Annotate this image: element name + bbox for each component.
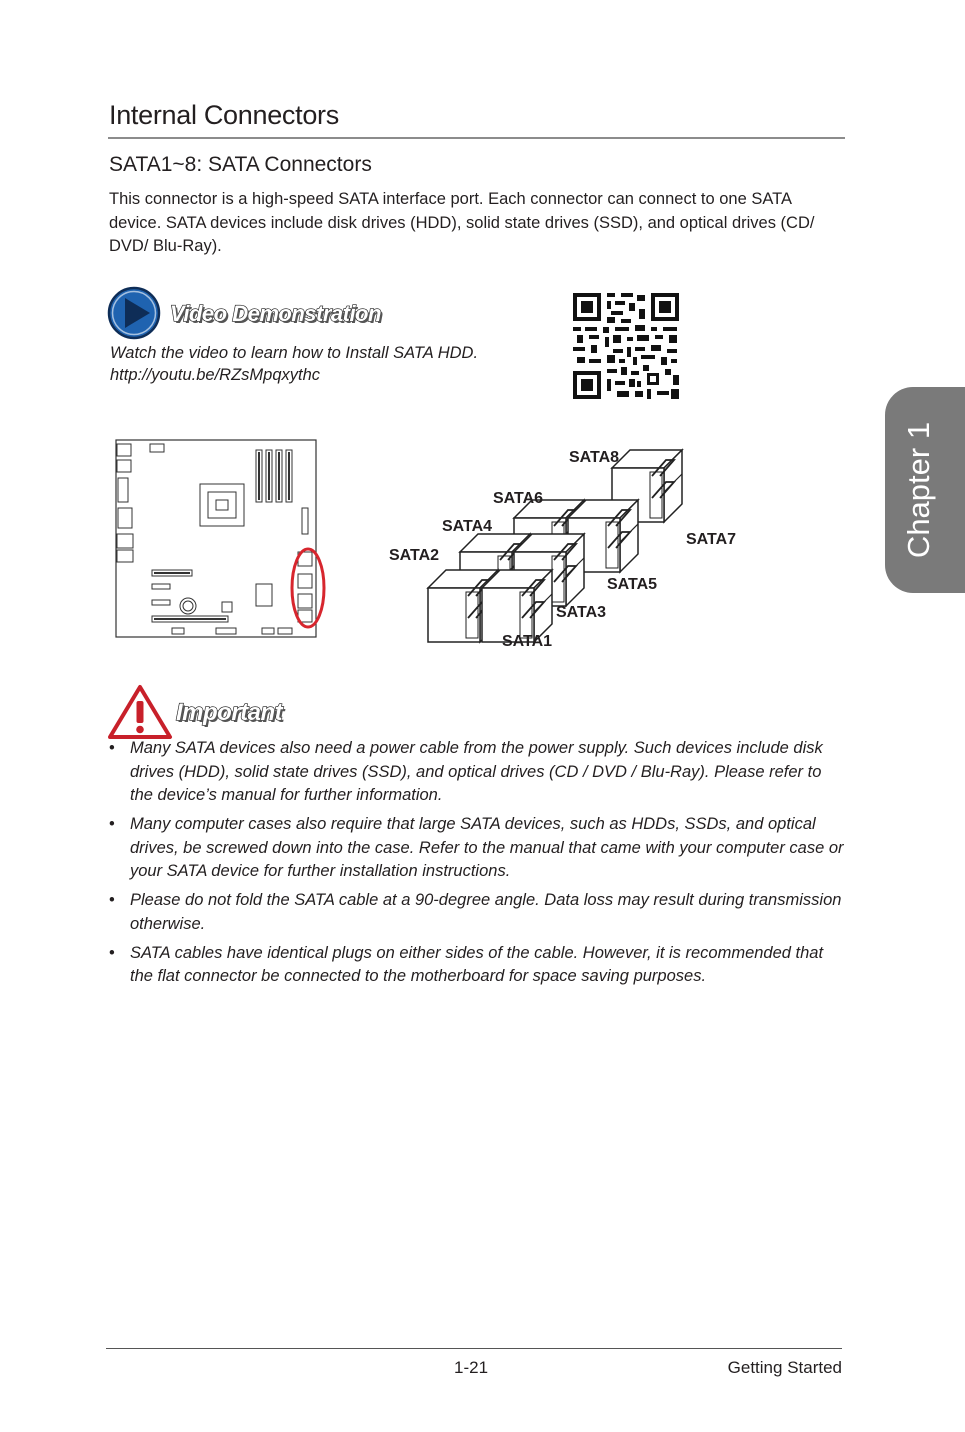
important-notes-list	[109, 737, 844, 994]
label-sata6: SATA6	[493, 490, 544, 507]
chapter-label: Chapter 1	[901, 421, 936, 559]
footer-divider	[106, 1348, 842, 1349]
subsection-title: SATA1~8: SATA Connectors	[109, 153, 372, 176]
motherboard-diagram	[112, 436, 334, 642]
play-icon	[106, 285, 164, 341]
important-title: Important	[176, 699, 283, 726]
label-sata8: SATA8	[569, 449, 620, 466]
label-sata5: SATA5	[607, 576, 658, 593]
warning-icon	[108, 685, 172, 739]
intro-paragraph: This connector is a high-speed SATA interface port. Each connector can connect to one SATA device. SATA devices include disk drives (HDD), solid state drives (SSD), and optical drives (CD/ DVD/ Blu-Ray).	[109, 190, 815, 255]
video-description: Watch the video to learn how to Install SATA HDD.	[110, 344, 479, 362]
section-divider	[108, 137, 845, 139]
list-item: • SATA cables have identical plugs on either sides of the cable. However, it is recommended that the flat connector be connected to the motherboard for space saving purposes.	[109, 943, 824, 985]
label-sata1: SATA1	[502, 633, 553, 650]
label-sata4: SATA4	[442, 518, 493, 535]
label-sata2: SATA2	[389, 547, 440, 564]
section-title: Internal Connectors	[109, 100, 339, 130]
list-item: • Many computer cases also require that large SATA devices, such as HDDs, SSDs, and optical drives, be screwed down into the case. Refer to the manual that came with your computer case or your SATA device for further installation instructions.	[109, 815, 844, 880]
label-sata7: SATA7	[686, 531, 737, 548]
video-demo-title: Video Demonstration	[170, 301, 381, 326]
footer-section-label: Getting Started	[727, 1358, 842, 1377]
sata-ports-diagram	[386, 440, 737, 660]
label-sata3: SATA3	[556, 604, 607, 621]
video-url-link[interactable]: http://youtu.be/RZsMpqxythc	[110, 366, 321, 384]
qr-code-icon	[571, 291, 681, 401]
list-item: • Please do not fold the SATA cable at a 90-degree angle. Data loss may result during transmission otherwise.	[109, 891, 842, 933]
page-number: 1-21	[454, 1358, 489, 1377]
list-item: • Many SATA devices also need a power cable from the power supply. Such devices include disk drives (HDD), solid state drives (SSD), and optical drives (CD / DVD / Blu-Ray). Please refer to the device’s manual for further information.	[109, 739, 823, 804]
chapter-tab	[885, 387, 965, 593]
